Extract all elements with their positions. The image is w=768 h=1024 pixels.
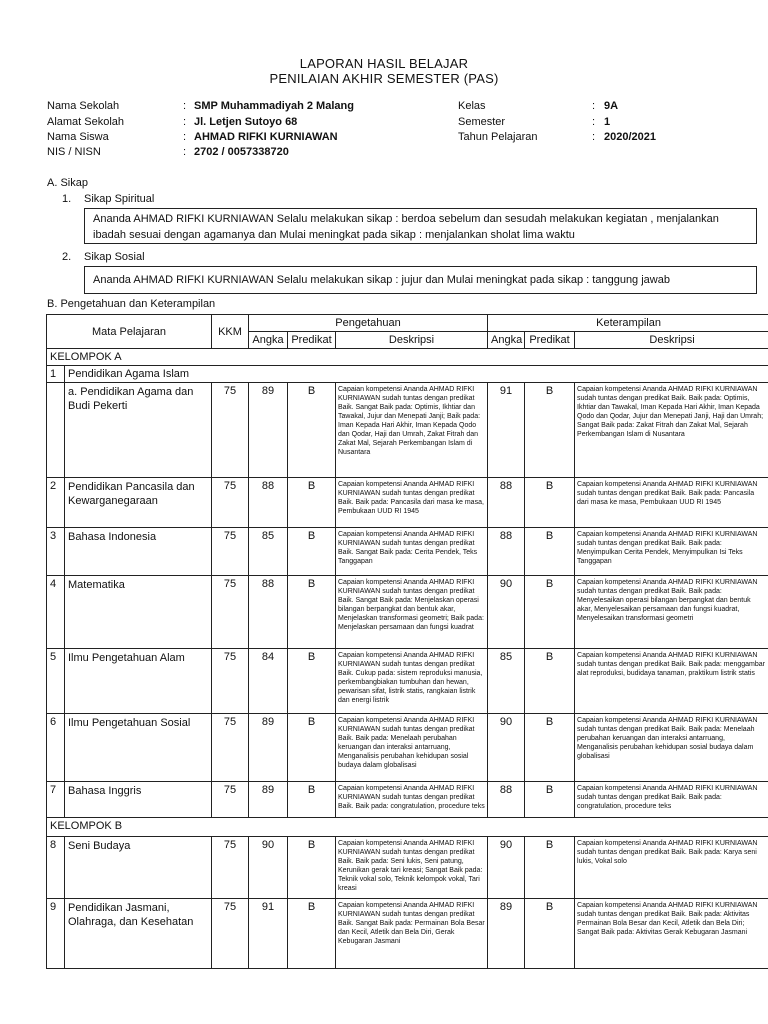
subject-name: Pendidikan Jasmani, Olahraga, dan Kesehatan [65, 899, 212, 969]
group-b-rows [47, 837, 768, 969]
sosial-number: 2. [62, 251, 72, 263]
skill-description: Capaian kompetensi Ananda AHMAD RIFKI KURNIAWAN sudah tuntas dengan predikat Baik. Baik pada: Pancasila dari masa ke masa, Pembukaan UUD RI 1945 [575, 478, 768, 528]
colon: : [592, 131, 596, 143]
table-row [47, 528, 768, 576]
row-number: 3 [47, 528, 65, 576]
header-k-angka: Angka [488, 332, 525, 349]
colon: : [183, 100, 187, 112]
report-title: LAPORAN HASIL BELAJAR [299, 56, 469, 71]
knowledge-predicate: B [288, 714, 336, 782]
skill-score: 88 [488, 528, 525, 576]
knowledge-description: Capaian kompetensi Ananda AHMAD RIFKI KURNIAWAN sudah tuntas dengan predikat Baik. Baik pada: Pancasila dari masa ke masa, Pembukaan UUD RI 1945 [336, 478, 488, 528]
value-nama-siswa: AHMAD RIFKI KURNIAWAN [194, 131, 338, 143]
header-kkm: KKM [212, 315, 249, 349]
spiritual-description: Ananda AHMAD RIFKI KURNIAWAN Selalu melakukan sikap : berdoa sebelum dan sesudah melakukan kegiatan , menjalankan ibadah sesuai dengan agamanya dan Mulai meningkat pada sikap : menjalankan sholat lima waktu [84, 208, 757, 244]
header-k-deskripsi: Deskripsi [575, 332, 768, 349]
knowledge-score: 88 [249, 576, 288, 649]
table-row [47, 576, 768, 649]
colon: : [592, 100, 596, 112]
kkm-value: 75 [212, 576, 249, 649]
subject-name: Bahasa Inggris [65, 782, 212, 818]
value-tahun-pelajaran: 2020/2021 [604, 131, 656, 143]
row-number: 7 [47, 782, 65, 818]
table-row [47, 782, 768, 818]
table-row [47, 478, 768, 528]
row-number: 9 [47, 899, 65, 969]
group-b-label: KELOMPOK B [47, 818, 768, 837]
knowledge-description: Capaian kompetensi Ananda AHMAD RIFKI KURNIAWAN sudah tuntas dengan predikat Baik. Sangat Baik pada: Permainan Bola Besar dan Kecil, Atletik dan Bela Diri, Gerak Kebugaran Jasmani [336, 899, 488, 969]
skill-predicate: B [525, 649, 575, 714]
skill-description: Capaian kompetensi Ananda AHMAD RIFKI KURNIAWAN sudah tuntas dengan predikat Baik. Baik pada: Karya seni lukis, Vokal solo [575, 837, 768, 899]
knowledge-score: 89 [249, 383, 288, 478]
table-row [47, 899, 768, 969]
colon: : [183, 146, 187, 158]
knowledge-predicate: B [288, 649, 336, 714]
skill-score: 89 [488, 899, 525, 969]
kkm-value: 75 [212, 478, 249, 528]
knowledge-score: 84 [249, 649, 288, 714]
skill-score: 90 [488, 714, 525, 782]
skill-score: 88 [488, 782, 525, 818]
spiritual-title: Sikap Spiritual [84, 193, 155, 205]
row-number: 1 [47, 366, 65, 383]
sosial-title: Sikap Sosial [84, 251, 145, 263]
value-alamat-sekolah: Jl. Letjen Sutoyo 68 [194, 116, 298, 128]
table-row [47, 649, 768, 714]
subject-name: a. Pendidikan Agama dan Budi Pekerti [65, 383, 212, 478]
skill-predicate: B [525, 714, 575, 782]
grades-table [46, 314, 768, 969]
skill-description: Capaian kompetensi Ananda AHMAD RIFKI KURNIAWAN sudah tuntas dengan predikat Baik. Baik pada: menggambar alat reproduksi, budidaya tanaman, praktikum listrik statis [575, 649, 768, 714]
row-number: 2 [47, 478, 65, 528]
subject-name: Pendidikan Pancasila dan Kewarganegaraan [65, 478, 212, 528]
header-p-angka: Angka [249, 332, 288, 349]
knowledge-description: Capaian kompetensi Ananda AHMAD RIFKI KURNIAWAN sudah tuntas dengan predikat Baik. Sangat Baik pada: Cerita Pendek, Teks Tanggapan [336, 528, 488, 576]
knowledge-predicate: B [288, 782, 336, 818]
skill-predicate: B [525, 837, 575, 899]
skill-score: 85 [488, 649, 525, 714]
kkm-value: 75 [212, 899, 249, 969]
skill-score: 88 [488, 478, 525, 528]
knowledge-description: Capaian kompetensi Ananda AHMAD RIFKI KURNIAWAN sudah tuntas dengan predikat Baik. Cukup pada: sistem reproduksi manusia, perkembangbiakan tumbuhan dan hewan, pewarisan sifat, listrik statis, rangkaian listrik dan energi listrik [336, 649, 488, 714]
subject-name: Bahasa Indonesia [65, 528, 212, 576]
knowledge-predicate: B [288, 478, 336, 528]
label-nis-nisn: NIS / NISN [47, 146, 101, 158]
skill-description: Capaian kompetensi Ananda AHMAD RIFKI KURNIAWAN sudah tuntas dengan predikat Baik. Baik pada: Optimis, Ikhtiar dan Tawakal, Iman Kepada Hari Akhir, Iman Kepada Qodo dan Qodar, Jujur dan Menepati Janji, Haji dan Umrah; Sangat Baik pada: Zakat Fitrah dan Zakat Mal, Sejarah Perkembangan Islam di Nusantara [575, 383, 768, 478]
header-mata-pelajaran: Mata Pelajaran [47, 315, 212, 349]
group-a-rows [47, 383, 768, 818]
header-k-predikat: Predikat [525, 332, 575, 349]
report-subtitle: PENILAIAN AKHIR SEMESTER (PAS) [269, 71, 499, 86]
knowledge-predicate: B [288, 837, 336, 899]
knowledge-score: 88 [249, 478, 288, 528]
header-keterampilan: Keterampilan [488, 315, 768, 332]
knowledge-description: Capaian kompetensi Ananda AHMAD RIFKI KURNIAWAN sudah tuntas dengan predikat Baik. Baik pada: Seni lukis, Seni patung, Kerunikan gerak tari kreasi; Sangat Baik pada: Teknik vokal solo, Teknik kelompok vokal, Tari kreasi [336, 837, 488, 899]
subject-name: Seni Budaya [65, 837, 212, 899]
table-row [47, 383, 768, 478]
label-alamat-sekolah: Alamat Sekolah [47, 116, 125, 128]
row-number: 8 [47, 837, 65, 899]
value-kelas: 9A [604, 100, 619, 112]
skill-description: Capaian kompetensi Ananda AHMAD RIFKI KURNIAWAN sudah tuntas dengan predikat Baik. Baik pada: Menyimpulkan Cerita Pendek, Menyimpulkan Isi Teks Tanggapan [575, 528, 768, 576]
group-a-label: KELOMPOK A [47, 349, 768, 366]
knowledge-predicate: B [288, 528, 336, 576]
kkm-value: 75 [212, 837, 249, 899]
label-nama-siswa: Nama Siswa [47, 131, 109, 143]
row-number: 5 [47, 649, 65, 714]
pai-title: Pendidikan Agama Islam [65, 366, 768, 383]
sosial-description: Ananda AHMAD RIFKI KURNIAWAN Selalu melakukan sikap : jujur dan Mulai meningkat pada sikap : tanggung jawab [84, 266, 757, 294]
header-p-predikat: Predikat [288, 332, 336, 349]
label-nama-sekolah: Nama Sekolah [47, 100, 120, 112]
label-tahun-pelajaran: Tahun Pelajaran [458, 131, 538, 143]
section-b-heading: B. Pengetahuan dan Keterampilan [47, 298, 216, 310]
value-semester: 1 [604, 116, 611, 128]
skill-score: 91 [488, 383, 525, 478]
label-semester: Semester [458, 116, 506, 128]
value-nama-sekolah: SMP Muhammadiyah 2 Malang [194, 100, 354, 112]
row-number: 6 [47, 714, 65, 782]
knowledge-score: 91 [249, 899, 288, 969]
skill-description: Capaian kompetensi Ananda AHMAD RIFKI KURNIAWAN sudah tuntas dengan predikat Baik. Baik pada: Aktivitas Permainan Bola Besar dan Kecil, Atletik dan Bela Diri; Sangat Baik pada: Aktivitas Gerak Kebugaran Jasmani [575, 899, 768, 969]
knowledge-score: 85 [249, 528, 288, 576]
knowledge-score: 90 [249, 837, 288, 899]
kkm-value: 75 [212, 528, 249, 576]
table-row [47, 837, 768, 899]
kkm-value: 75 [212, 649, 249, 714]
skill-description: Capaian kompetensi Ananda AHMAD RIFKI KURNIAWAN sudah tuntas dengan predikat Baik. Baik pada: Menyelesaikan operasi bilangan berpangkat dan bentuk akar, Menyelesaikan persamaan dan fungsi kuadrat, Menyelesaikan transformasi geometri [575, 576, 768, 649]
knowledge-description: Capaian kompetensi Ananda AHMAD RIFKI KURNIAWAN sudah tuntas dengan predikat Baik. Baik pada: congratulation, procedure teks [336, 782, 488, 818]
kkm-value: 75 [212, 782, 249, 818]
skill-predicate: B [525, 478, 575, 528]
row-number [47, 383, 65, 478]
skill-score: 90 [488, 576, 525, 649]
header-p-deskripsi: Deskripsi [336, 332, 488, 349]
skill-predicate: B [525, 383, 575, 478]
knowledge-predicate: B [288, 899, 336, 969]
skill-predicate: B [525, 576, 575, 649]
knowledge-predicate: B [288, 383, 336, 478]
skill-predicate: B [525, 528, 575, 576]
skill-description: Capaian kompetensi Ananda AHMAD RIFKI KURNIAWAN sudah tuntas dengan predikat Baik. Baik pada: congratulation, procedure teks [575, 782, 768, 818]
subject-name: Ilmu Pengetahuan Sosial [65, 714, 212, 782]
skill-score: 90 [488, 837, 525, 899]
spiritual-number: 1. [62, 193, 72, 205]
kkm-value: 75 [212, 714, 249, 782]
kkm-value: 75 [212, 383, 249, 478]
skill-predicate: B [525, 782, 575, 818]
knowledge-score: 89 [249, 782, 288, 818]
value-nis-nisn: 2702 / 0057338720 [194, 146, 289, 158]
knowledge-predicate: B [288, 576, 336, 649]
colon: : [183, 131, 187, 143]
skill-predicate: B [525, 899, 575, 969]
knowledge-description: Capaian kompetensi Ananda AHMAD RIFKI KURNIAWAN sudah tuntas dengan predikat Baik. Sangat Baik pada: Optimis, Ikhtiar dan Tawakal, Jujur dan Menepati Janji; Baik pada: Iman Kepada Hari Akhir, Iman Kepada Qodo dan Qodar, Haji dan Umrah, Zakat Fitrah dan Zakat Mal, Sejarah Perkembangan Islam di Nusantara [336, 383, 488, 478]
knowledge-score: 89 [249, 714, 288, 782]
table-row [47, 714, 768, 782]
row-number: 4 [47, 576, 65, 649]
skill-description: Capaian kompetensi Ananda AHMAD RIFKI KURNIAWAN sudah tuntas dengan predikat Baik. Baik pada: Menelaah perubahan keruangan dan interaksi antarruang, Menganalisis perubahan kehidupan sosial budaya dalam globalisasi [575, 714, 768, 782]
colon: : [183, 116, 187, 128]
knowledge-description: Capaian kompetensi Ananda AHMAD RIFKI KURNIAWAN sudah tuntas dengan predikat Baik. Sangat Baik pada: Menjelaskan operasi bilangan berpangkat dan bentuk akar, Menjelaskan transformasi geometri; Baik pada: Menjelaskan persamaan dan fungsi kuadrat [336, 576, 488, 649]
colon: : [592, 116, 596, 128]
subject-name: Matematika [65, 576, 212, 649]
subject-name: Ilmu Pengetahuan Alam [65, 649, 212, 714]
header-pengetahuan: Pengetahuan [249, 315, 488, 332]
knowledge-description: Capaian kompetensi Ananda AHMAD RIFKI KURNIAWAN sudah tuntas dengan predikat Baik. Baik pada: Menelaah perubahan keruangan dan interaksi antarruang, Menganalisis perubahan kehidupan sosial budaya dalam globalisasi [336, 714, 488, 782]
section-a-heading: A. Sikap [47, 177, 88, 189]
label-kelas: Kelas [458, 100, 486, 112]
